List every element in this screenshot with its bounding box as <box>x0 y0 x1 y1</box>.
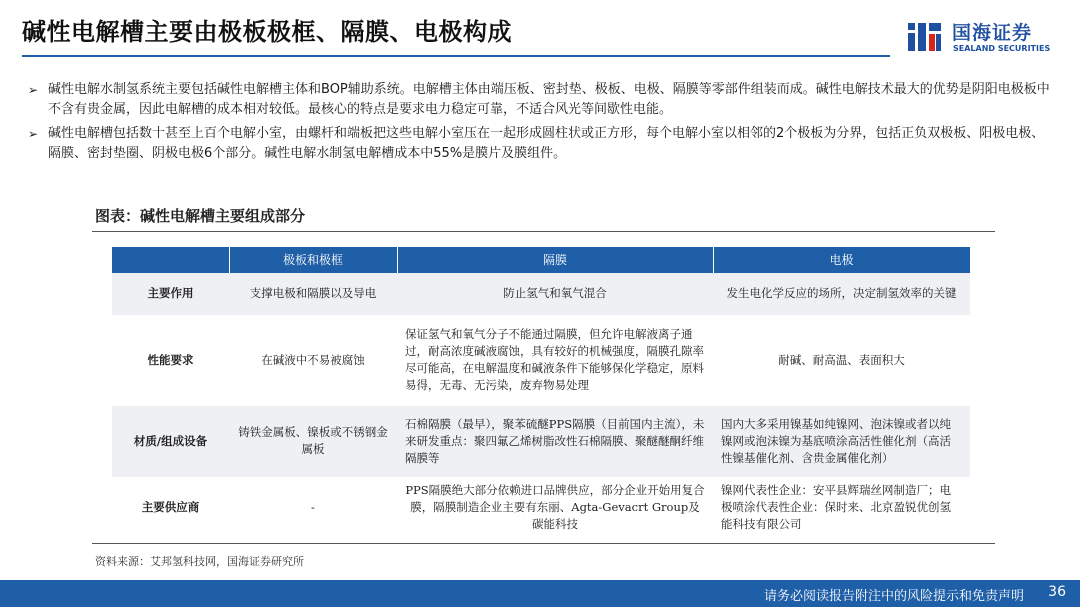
bullet-text: 碱性电解槽包括数十甚至上百个电解小室，由螺杆和端板把这些电解小室压在一起形成圆柱状或正方形，每个电解小室以相邻的2个极板为分界，包括正负双极板、阳极电极、隔膜、密封垫圈、阴极电极6个部分。碱性电解水制氢电解槽成本中55%是膜片及膜组件。 <box>48 126 1045 161</box>
bullet-item <box>26 124 1056 164</box>
bullet-item <box>26 80 1056 120</box>
page-number: 36 <box>1048 584 1066 600</box>
logo <box>906 18 1066 64</box>
table-cell: PPS隔膜绝大部分依赖进口品牌供应，部分企业开始用复合膜，隔膜制造企业主要有东丽、Agta-Gevacrt Group及碳能科技 <box>397 477 713 537</box>
table-cell: - <box>229 477 397 537</box>
table-cell: 防止氢气和氧气混合 <box>397 273 713 315</box>
logo-name-cn: 国海证券 <box>952 22 1033 44</box>
footer-bar <box>0 580 1080 607</box>
table-row <box>112 315 970 405</box>
page-title: 碱性电解槽主要由极板极框、隔膜、电极构成 <box>22 18 512 46</box>
bullet-arrow-icon: ➢ <box>28 83 39 97</box>
table-header-plate: 极板和极框 <box>229 247 397 273</box>
row-label: 材质/组成设备 <box>112 405 229 477</box>
footer-disclaimer: 请务必阅读报告附注中的风险提示和免责声明 <box>763 589 1024 604</box>
table-cell: 国内大多采用镍基如纯镍网、泡沫镍或者以纯镍网或泡沫镍为基底喷涂高活性催化剂（高活性镍基催化剂、含贵金属催化剂） <box>713 405 970 477</box>
row-label: 主要作用 <box>112 273 229 315</box>
table-header-electrode: 电极 <box>713 247 970 273</box>
figure-title: 图表：碱性电解槽主要组成部分 <box>95 207 306 225</box>
table-cell: 石棉隔膜（最早），聚苯硫醚PPS隔膜（目前国内主流），未来研发重点：聚四氟乙烯树脂改性石棉隔膜、聚醚醚酮纤维隔膜等 <box>397 405 713 477</box>
table-cell: 耐碱、耐高温、表面积大 <box>713 315 970 405</box>
table-cell: 镍网代表性企业：安平县辉瑞丝网制造厂；电极喷涂代表性企业：保时来、北京盈锐优创氢能科技有限公司 <box>713 477 970 537</box>
table-header-diaphragm: 隔膜 <box>397 247 713 273</box>
table-header-row <box>112 247 970 273</box>
components-table <box>112 247 971 538</box>
table-cell: 支撑电极和隔膜以及导电 <box>229 273 397 315</box>
title-rule <box>22 55 890 57</box>
bullet-list <box>26 80 1056 168</box>
table-header-blank <box>112 247 229 273</box>
table-row <box>112 477 970 537</box>
table-cell: 在碱液中不易被腐蚀 <box>229 315 397 405</box>
table-row <box>112 273 970 315</box>
table-cell: 保证氢气和氧气分子不能通过隔膜，但允许电解液离子通过，耐高浓度碱液腐蚀，具有较好的机械强度，隔膜孔隙率尽可能高，在电解温度和碱液条件下能够保化学稳定，原料易得，无毒、无污染，废弃物易处理 <box>397 315 713 405</box>
logo-name-en: SEALAND SECURITIES <box>953 44 1051 53</box>
bullet-arrow-icon: ➢ <box>28 127 39 141</box>
table-cell: 铸铁金属板、镍板或不锈钢金属板 <box>229 405 397 477</box>
table-cell: 发生电化学反应的场所，决定制氢效率的关键 <box>713 273 970 315</box>
bullet-text: 碱性电解水制氢系统主要包括碱性电解槽主体和BOP辅助系统。电解槽主体由端压板、密封垫、极板、电极、隔膜等零部件组装而成。碱性电解技术最大的优势是阴阳电极板中不含有贵金属，因此电解槽的成本相对较低。最核心的特点是要求电力稳定可靠，不适合风光等间歇性电能。 <box>48 82 1050 117</box>
figure-rule-top <box>92 231 995 232</box>
source-note: 资料来源：艾邦氢科技网，国海证券研究所 <box>95 555 304 568</box>
sealand-logo-icon <box>906 20 944 56</box>
row-label: 性能要求 <box>112 315 229 405</box>
figure-rule-bottom <box>92 543 995 544</box>
row-label: 主要供应商 <box>112 477 229 537</box>
table-row <box>112 405 970 477</box>
